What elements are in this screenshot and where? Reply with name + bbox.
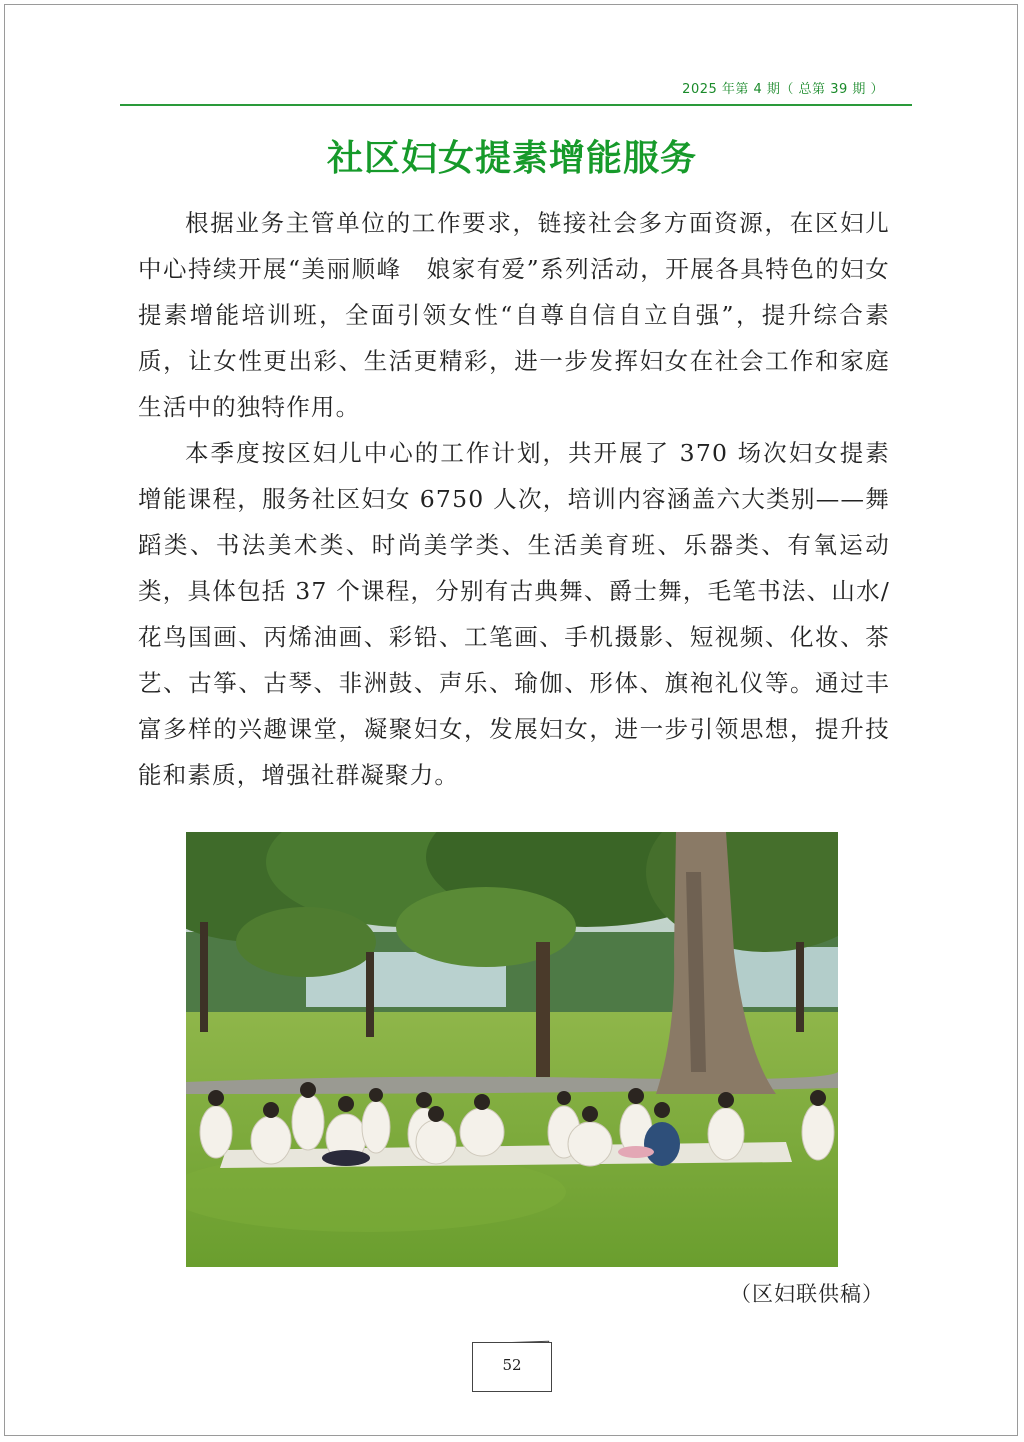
paragraph-2: 本季度按区妇儿中心的工作计划，共开展了 370 场次妇女提素增能课程，服务社区妇女 6750 人次，培训内容涵盖六大类别——舞蹈类、书法美术类、时尚美学类、生活美育班、乐器类、有氧运动类，具体包括 37 个课程，分别有古典舞、爵士舞，毛笔书法、山水/花鸟国画、丙烯油画、彩铅、工笔画、手机摄影、短视频、化妆、茶艺、古筝、古琴、非洲鼓、声乐、瑜伽、形体、旗袍礼仪等。通过丰富多样的兴趣课堂，凝聚妇女，发展妇女，进一步引领思想，提升技能和素质，增强社群凝聚力。: [138, 439, 890, 789]
article-body: [138, 200, 890, 798]
activity-photo: [186, 832, 838, 1267]
article-credit: （区妇联供稿）: [730, 1282, 884, 1306]
header-rule: [120, 104, 912, 106]
issue-label: 2025 年第 4 期（ 总第 39 期 ）: [682, 82, 884, 97]
paragraph-1: 根据业务主管单位的工作要求，链接社会多方面资源，在区妇儿中心持续开展“美丽顺峰 娘家有爱”系列活动，开展各具特色的妇女提素增能培训班，全面引领女性“自尊自信自立自强”，提升综合素质，让女性更出彩、生活更精彩，进一步发挥妇女在社会工作和家庭生活中的独特作用。: [138, 209, 890, 421]
article-title: 社区妇女提素增能服务: [326, 138, 697, 179]
page-number-box: [470, 1340, 554, 1394]
page-number: 52: [502, 1356, 522, 1374]
